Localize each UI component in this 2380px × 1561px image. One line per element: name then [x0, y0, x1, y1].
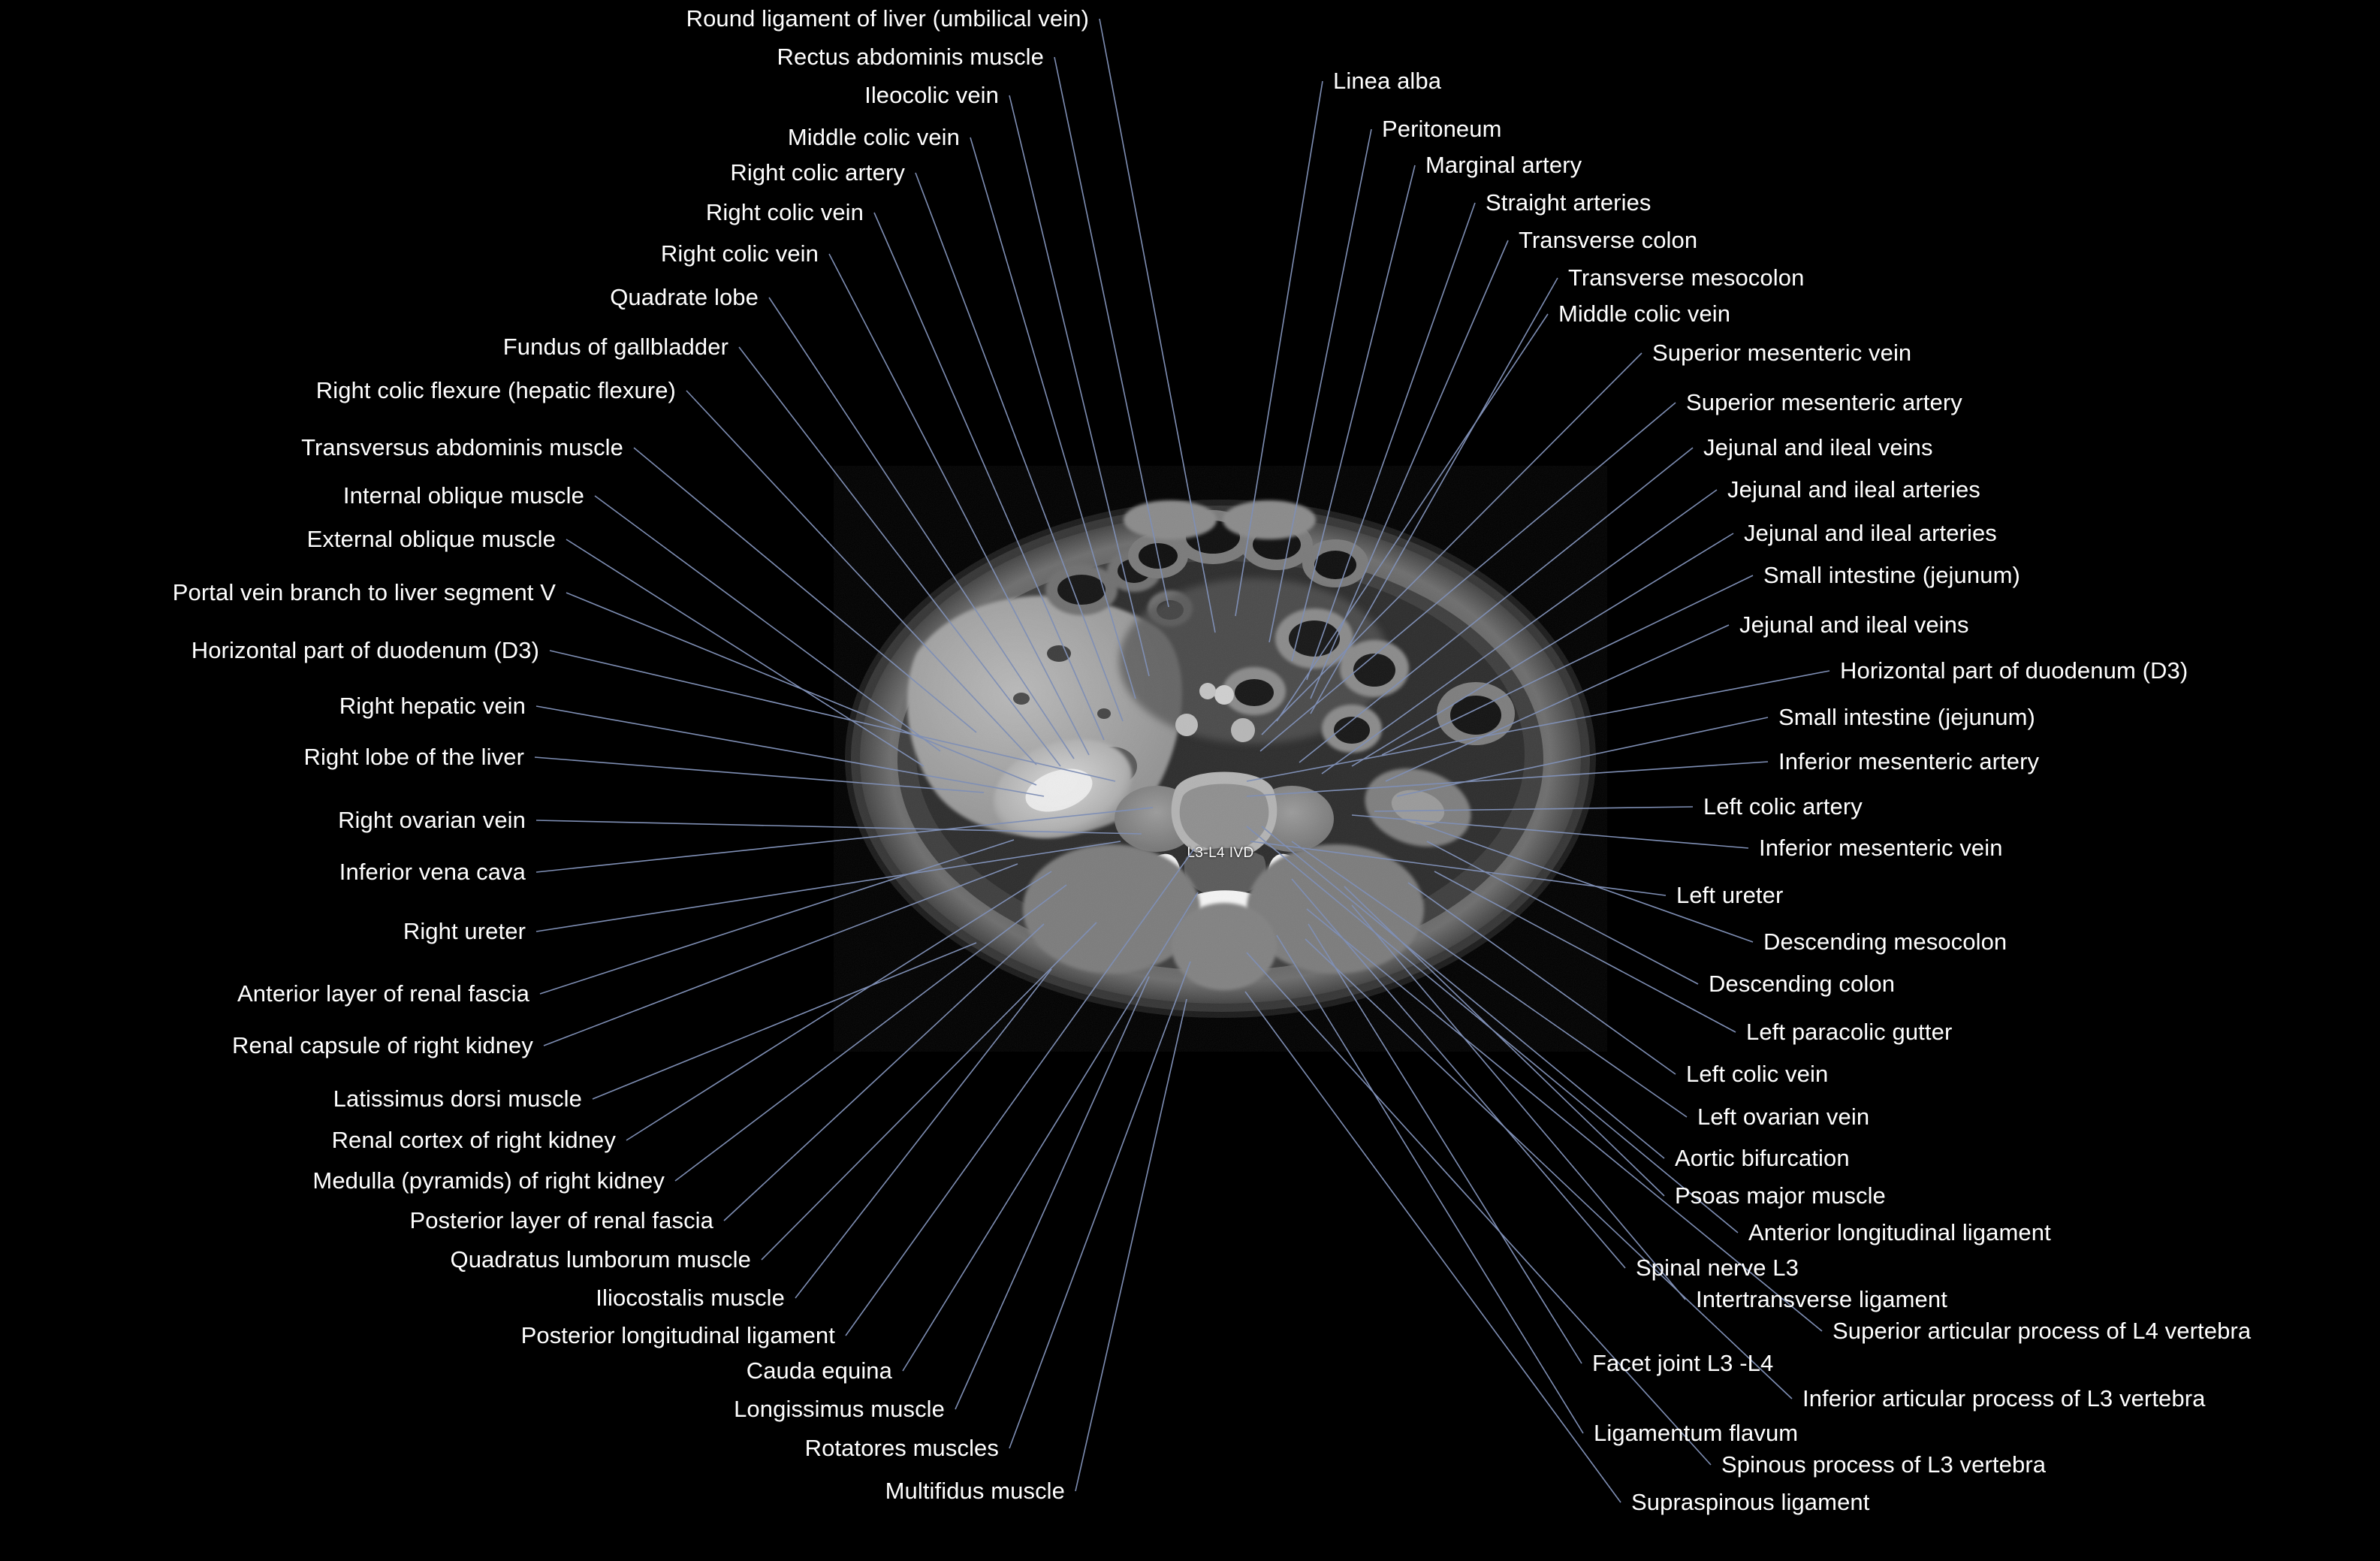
- label-posterior-longitudinal-ligament: Posterior longitudinal ligament: [520, 1322, 835, 1348]
- label-inferior-vena-cava: Inferior vena cava: [339, 859, 526, 885]
- label-descending-colon: Descending colon: [1709, 971, 1896, 997]
- ct-scan-image: [834, 466, 1607, 1052]
- label-portal-vein-branch-to-liver-segment-v: Portal vein branch to liver segment V: [172, 579, 556, 605]
- label-renal-capsule-of-right-kidney: Renal capsule of right kidney: [232, 1032, 533, 1058]
- label-right-hepatic-vein: Right hepatic vein: [339, 693, 526, 719]
- label-spinous-process-of-l3-vertebra: Spinous process of L3 vertebra: [1721, 1451, 2047, 1478]
- label-multifidus-muscle: Multifidus muscle: [885, 1478, 1065, 1504]
- label-ileocolic-vein: Ileocolic vein: [864, 82, 999, 108]
- label-aortic-bifurcation: Aortic bifurcation: [1675, 1145, 1850, 1171]
- label-jejunal-and-ileal-arteries: Jejunal and ileal arteries: [1727, 476, 1980, 503]
- label-linea-alba: Linea alba: [1333, 68, 1442, 94]
- label-renal-cortex-of-right-kidney: Renal cortex of right kidney: [331, 1127, 616, 1153]
- label-descending-mesocolon: Descending mesocolon: [1763, 928, 2007, 955]
- label-inferior-mesenteric-vein: Inferior mesenteric vein: [1759, 835, 2003, 861]
- label-psoas-major-muscle: Psoas major muscle: [1675, 1182, 1886, 1209]
- label-rectus-abdominis-muscle: Rectus abdominis muscle: [777, 44, 1044, 70]
- label-fundus-of-gallbladder: Fundus of gallbladder: [502, 334, 728, 360]
- label-intertransverse-ligament: Intertransverse ligament: [1696, 1286, 1947, 1312]
- label-anterior-longitudinal-ligament: Anterior longitudinal ligament: [1748, 1219, 2051, 1245]
- label-spinal-nerve-l3: Spinal nerve L3: [1636, 1255, 1799, 1281]
- label-posterior-layer-of-renal-fascia: Posterior layer of renal fascia: [409, 1207, 713, 1233]
- label-facet-joint-l3-l4: Facet joint L3 -L4: [1592, 1350, 1774, 1376]
- label-straight-arteries: Straight arteries: [1486, 189, 1652, 216]
- label-right-lobe-of-the-liver: Right lobe of the liver: [303, 744, 524, 770]
- label-horizontal-part-of-duodenum-d3: Horizontal part of duodenum (D3): [191, 637, 539, 663]
- label-middle-colic-vein: Middle colic vein: [1558, 300, 1731, 327]
- label-horizontal-part-of-duodenum-d3: Horizontal part of duodenum (D3): [1840, 657, 2188, 684]
- label-middle-colic-vein: Middle colic vein: [787, 124, 960, 150]
- label-superior-articular-process-of-l4-vertebra: Superior articular process of L4 vertebra: [1833, 1318, 2252, 1344]
- label-transversus-abdominis-muscle: Transversus abdominis muscle: [301, 434, 623, 460]
- ct-overlay-text: L3-L4 IVD: [1187, 845, 1254, 861]
- label-transverse-mesocolon: Transverse mesocolon: [1568, 264, 1805, 291]
- leader-multifidus-muscle: [1075, 999, 1187, 1491]
- label-right-ureter: Right ureter: [403, 918, 526, 944]
- label-peritoneum: Peritoneum: [1382, 116, 1502, 142]
- label-round-ligament-of-liver-umbilical-vein: Round ligament of liver (umbilical vein): [686, 5, 1089, 32]
- label-superior-mesenteric-artery: Superior mesenteric artery: [1686, 389, 1962, 415]
- label-transverse-colon: Transverse colon: [1519, 227, 1698, 253]
- label-quadrate-lobe: Quadrate lobe: [610, 284, 759, 310]
- label-rotatores-muscles: Rotatores muscles: [804, 1435, 999, 1461]
- label-left-ureter: Left ureter: [1676, 882, 1784, 908]
- label-iliocostalis-muscle: Iliocostalis muscle: [596, 1285, 785, 1311]
- label-small-intestine-jejunum: Small intestine (jejunum): [1778, 704, 2035, 730]
- label-inferior-articular-process-of-l3-vertebra: Inferior articular process of L3 vertebra: [1802, 1385, 2206, 1412]
- label-left-ovarian-vein: Left ovarian vein: [1697, 1104, 1870, 1130]
- label-superior-mesenteric-vein: Superior mesenteric vein: [1652, 340, 1912, 366]
- label-inferior-mesenteric-artery: Inferior mesenteric artery: [1778, 748, 2040, 774]
- label-latissimus-dorsi-muscle: Latissimus dorsi muscle: [333, 1085, 582, 1112]
- label-quadratus-lumborum-muscle: Quadratus lumborum muscle: [450, 1246, 751, 1273]
- label-jejunal-and-ileal-veins: Jejunal and ileal veins: [1703, 434, 1933, 460]
- label-cauda-equina: Cauda equina: [746, 1357, 892, 1384]
- label-left-paracolic-gutter: Left paracolic gutter: [1746, 1019, 1953, 1045]
- label-right-colic-flexure-hepatic-flexure: Right colic flexure (hepatic flexure): [315, 377, 676, 403]
- label-right-colic-vein: Right colic vein: [705, 199, 864, 225]
- leader-supraspinous-ligament: [1245, 992, 1621, 1502]
- label-jejunal-and-ileal-arteries: Jejunal and ileal arteries: [1744, 520, 1997, 546]
- label-marginal-artery: Marginal artery: [1425, 152, 1582, 178]
- label-anterior-layer-of-renal-fascia: Anterior layer of renal fascia: [237, 980, 529, 1007]
- label-left-colic-artery: Left colic artery: [1703, 793, 1863, 820]
- label-ligamentum-flavum: Ligamentum flavum: [1594, 1420, 1799, 1446]
- label-internal-oblique-muscle: Internal oblique muscle: [342, 482, 584, 509]
- label-right-ovarian-vein: Right ovarian vein: [338, 807, 526, 833]
- label-left-colic-vein: Left colic vein: [1686, 1061, 1829, 1087]
- label-external-oblique-muscle: External oblique muscle: [306, 526, 556, 552]
- label-right-colic-vein: Right colic vein: [660, 240, 819, 267]
- label-longissimus-muscle: Longissimus muscle: [734, 1396, 945, 1422]
- label-medulla-pyramids-of-right-kidney: Medulla (pyramids) of right kidney: [312, 1167, 665, 1194]
- label-supraspinous-ligament: Supraspinous ligament: [1631, 1489, 1870, 1515]
- label-small-intestine-jejunum: Small intestine (jejunum): [1763, 562, 2020, 588]
- label-right-colic-artery: Right colic artery: [730, 159, 905, 186]
- label-jejunal-and-ileal-veins: Jejunal and ileal veins: [1739, 611, 1969, 638]
